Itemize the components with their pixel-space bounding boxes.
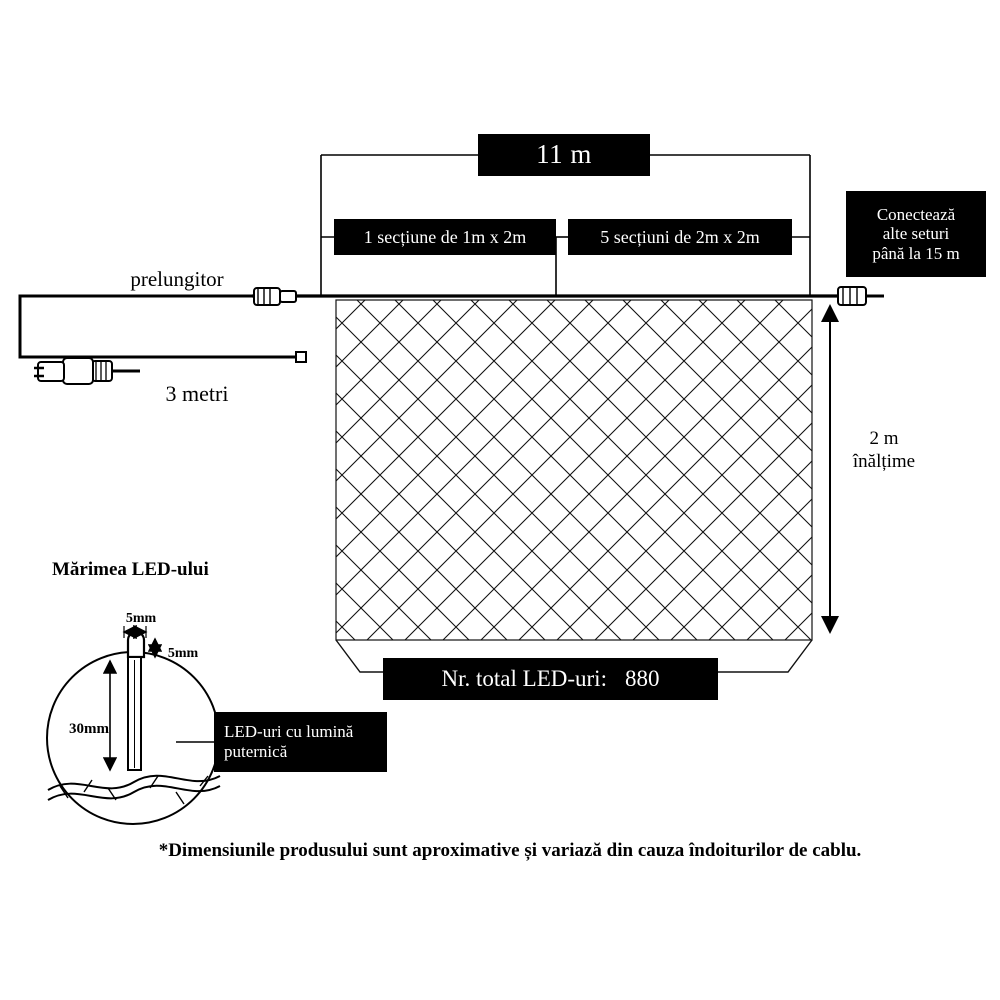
footnote-text: *Dimensiunile produsului sunt aproximative și variază din cauza îndoiturilor de cablu. <box>158 839 862 861</box>
height-value-text: 2 m <box>869 428 899 450</box>
lead-length-text: 3 metri <box>165 380 229 406</box>
led-height-label <box>160 644 206 664</box>
section-single-text: 1 secțiune de 1m x 2m <box>363 226 527 247</box>
section-multi-label <box>568 219 792 255</box>
connect-line-1: Conectează <box>876 204 956 224</box>
connect-line-3: până la 15 m <box>872 243 960 263</box>
extension-cord-label <box>106 266 248 294</box>
led-size-heading-text: Mărimea LED-ului <box>52 558 209 580</box>
bright-leds-line-2: puternică <box>224 742 288 761</box>
bright-leds-line-1: LED-uri cu lumină <box>224 722 354 742</box>
extension-cord-end <box>296 352 306 362</box>
bright-leds-label <box>214 712 387 772</box>
led-width-text: 5mm <box>125 610 157 626</box>
left-connector <box>254 288 296 305</box>
section-single-label <box>334 219 556 255</box>
section-multi-text: 5 secțiuni de 2m x 2m <box>600 226 760 247</box>
led-height-text: 5mm <box>167 645 199 661</box>
led-body-length-text: 30mm <box>69 721 109 737</box>
led-body-length-label <box>60 718 118 740</box>
led-size-heading <box>52 557 252 583</box>
total-leds-label <box>383 658 718 700</box>
connect-line-2: alte seturi <box>882 224 950 244</box>
extension-cord-text: prelungitor <box>130 267 224 292</box>
led-width-label <box>116 609 166 629</box>
led-net-body <box>336 300 812 672</box>
footnote <box>150 838 870 864</box>
height-word-text: înălțime <box>852 451 916 472</box>
height-label <box>840 424 928 478</box>
total-leds-caption: Nr. total LED-uri: <box>441 665 607 691</box>
width-dimension-text: 11 m <box>536 139 592 170</box>
right-connector <box>838 287 884 305</box>
connect-more-sets-label <box>846 191 986 277</box>
lead-length-label <box>148 379 246 409</box>
power-plug <box>34 358 140 384</box>
total-leds-value: 880 <box>624 665 660 691</box>
width-dimension-label <box>478 134 650 176</box>
